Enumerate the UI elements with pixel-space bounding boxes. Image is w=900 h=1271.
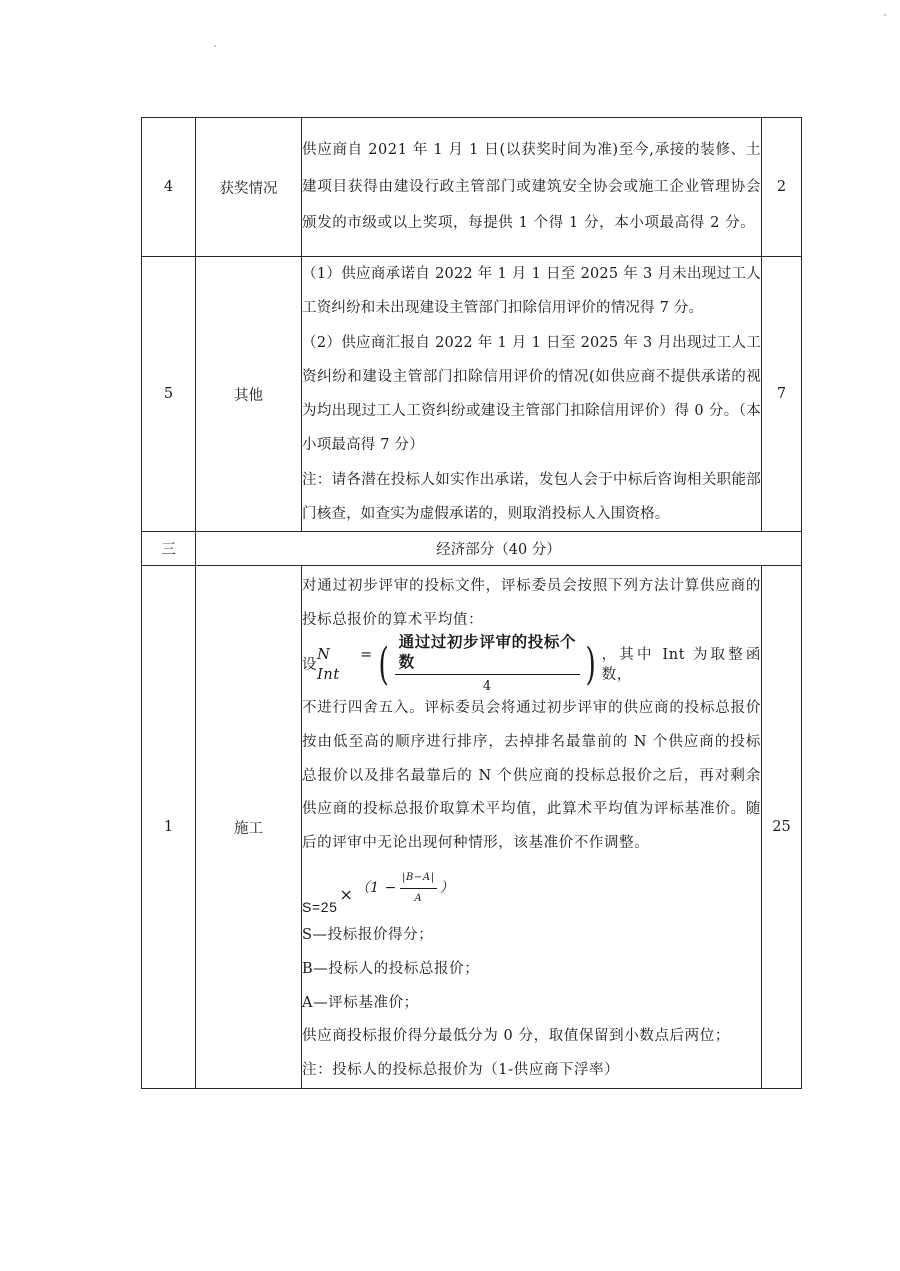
s-fraction-numerator: |B−A| [400,868,437,889]
right-paren-icon: ) [585,638,597,690]
table-row [142,118,802,257]
item-score: 25 [762,566,802,1089]
item-criteria [302,566,762,1089]
scoring-table [141,117,802,1089]
s-formula-one: （1 − [355,880,398,897]
item-criteria [302,118,762,257]
scan-speck [214,45,216,47]
item-score: 7 [762,257,802,532]
formula-suffix: ，其中 Int 为取整函数， [601,646,761,683]
criteria-clause-2: （2）供应商汇报自 2022 年 1 月 1 日至 2025 年 3 月出现过工人工资纠纷和建设主管部门扣除信用评价的情况(如供应商不提供承诺的视为均出现过工人工资纠纷或建设主管部门扣除信用评价）得 0 分。（本小项最高得 7 分） [302,334,761,454]
item-number: 4 [142,118,196,257]
item-number: 1 [142,566,196,1089]
formula-fraction [395,632,580,697]
item-score: 2 [762,118,802,257]
formula-parenthesis [375,632,600,697]
multiply-icon: × [339,884,354,904]
definition-b: B—投标人的投标总报价； [302,960,480,977]
section-title: 经济部分（40 分） [196,532,802,566]
item-name: 获奖情况 [196,118,302,257]
section-row [142,532,802,566]
s-fraction-denominator: A [414,892,423,904]
criteria-note: 注：请各潜在投标人如实作出承诺，发包人会于中标后咨询相关职能部门核查，如查实为虚假承诺的，则取消投标人入围资格。 [302,471,761,523]
item-number: 5 [142,257,196,532]
n-formula [302,633,761,695]
item-criteria [302,257,762,532]
scan-speck [884,14,886,16]
fraction-numerator: 通过过初步评审的投标个数 [395,632,580,675]
criteria-intro: 对通过初步评审的投标文件，评标委员会按照下列方法计算供应商的投标总报价的算术平均值： [302,578,761,629]
s-formula-close: ） [439,880,455,897]
price-note: 注：投标人的投标总报价为（1-供应商下浮率） [302,1062,620,1079]
formula-lhs: N = Int [317,646,373,683]
criteria-clause-1: （1）供应商承诺自 2022 年 1 月 1 日至 2025 年 3 月未出现过工人工资纠纷和未出现建设主管部门扣除信用评价的情况得 7 分。 [302,266,761,317]
section-number: 三 [142,532,196,566]
criteria-text: 供应商自 2021 年 1 月 1 日(以获奖时间为准)至今,承接的装修、土建项目获得由建设行政主管部门或建筑安全协会或施工企业管理协会颁发的市级或以上奖项，每提供 1 个得 1 分，本小项最高得 2 分。 [302,142,761,232]
s-formula-lhs: S=25 [302,898,338,915]
formula-prefix: 设 [302,656,318,673]
fraction-denominator: 4 [482,679,492,695]
left-paren-icon: ( [378,638,390,690]
item-name: 施工 [196,566,302,1089]
s-formula-fraction [400,868,437,909]
minimum-rule: 供应商投标报价得分最低分为 0 分，取值保留到小数点后两位； [302,1028,730,1045]
item-name: 其他 [196,257,302,532]
definition-a: A—评标基准价； [302,994,419,1011]
s-formula [302,861,761,919]
definition-s: S—投标报价得分； [302,926,434,943]
table-row [142,566,802,1089]
s-formula-expression [356,868,455,909]
criteria-body: 不进行四舍五入。评标委员会将通过初步评审的供应商的投标总报价按由低至高的顺序进行排序，去掉排名最靠前的 N 个供应商的投标总报价以及排名最靠后的 N 个供应商的投标总报价之后，再对剩余供应商的投标总报价取算术平均值，此算术平均值为评标基准价。随后的评审中无论出现何种情形，该基准价不作调整。 [302,699,761,852]
table-row [142,257,802,532]
